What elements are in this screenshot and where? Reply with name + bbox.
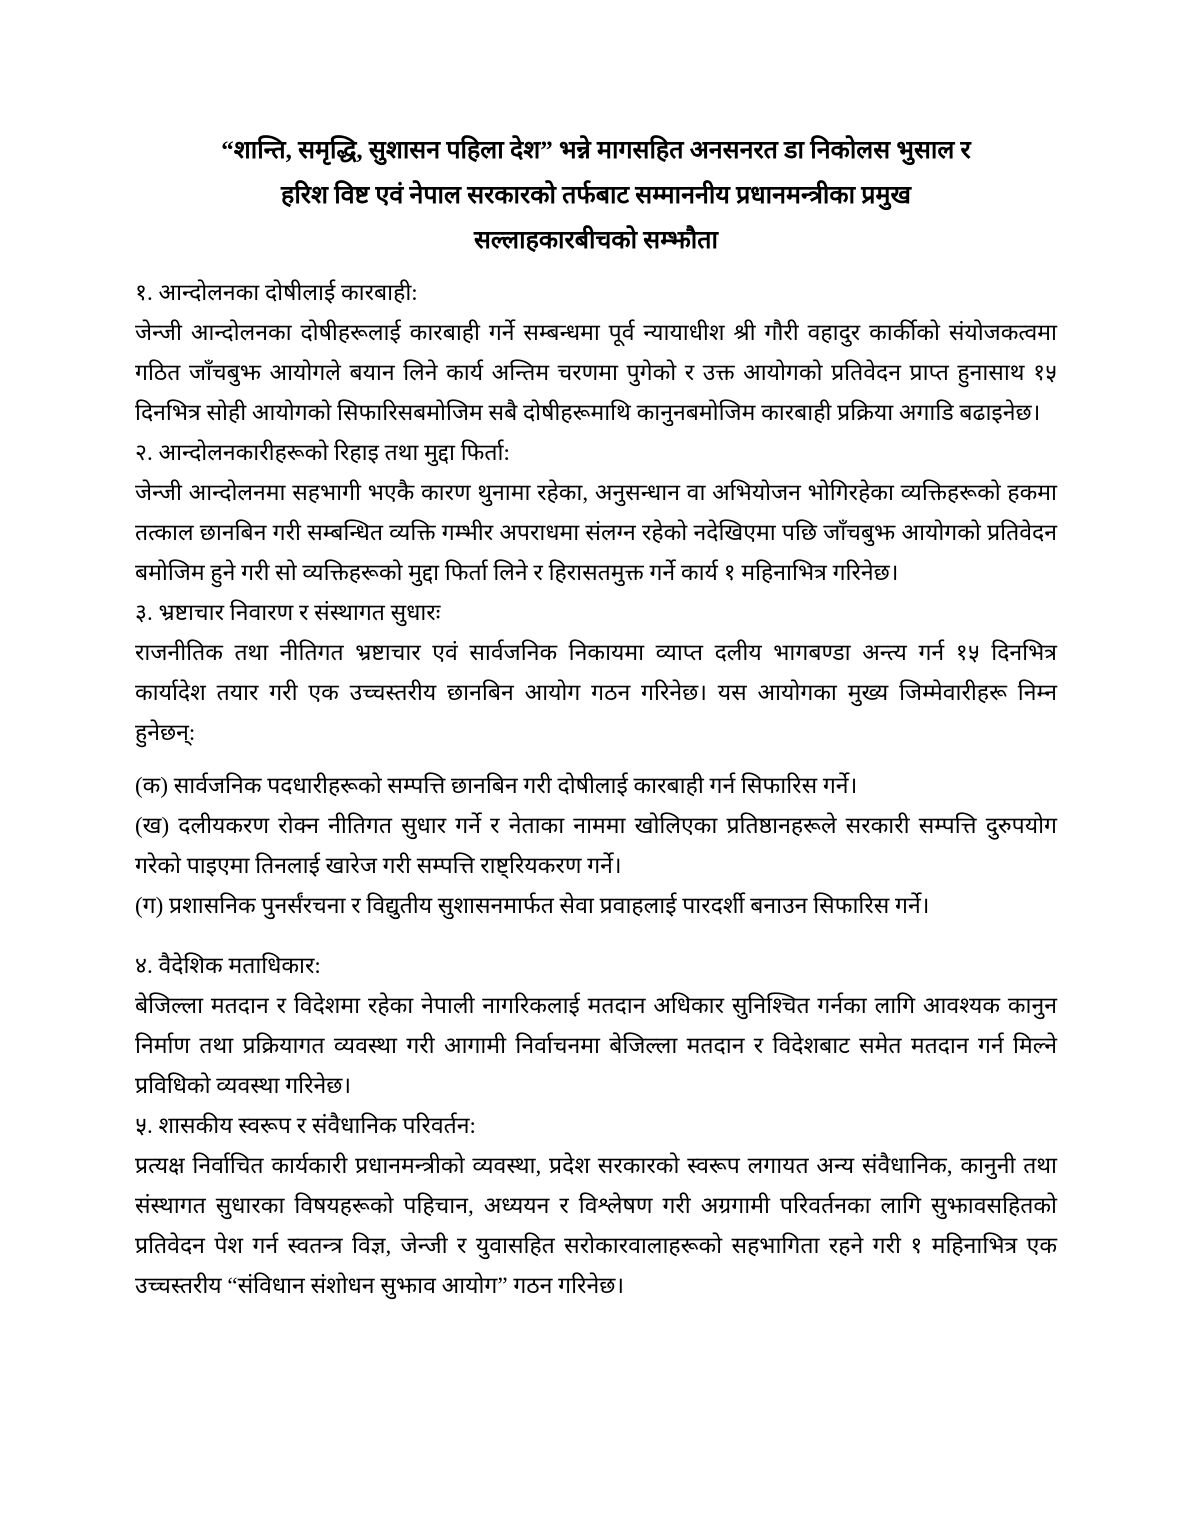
section-2-heading: २. आन्दोलनकारीहरूको रिहाइ तथा मुद्दा फिर्ता: xyxy=(135,440,510,465)
document-content xyxy=(135,128,1057,1306)
section-3 xyxy=(135,593,1057,926)
title-line-3: सल्लाहकारबीचको सम्झौता xyxy=(473,227,719,254)
section-1 xyxy=(135,273,1057,433)
title-line-1: “शान्ति, समृद्धि, सुशासन पहिला देश” भन्ने मागसहित अनसनरत डा निकोलस भुसाल र xyxy=(221,137,971,164)
section-4-heading: ४. वैदेशिक मताधिकार: xyxy=(135,953,321,978)
section-5-heading: ५. शासकीय स्वरूप र संवैधानिक परिवर्तन: xyxy=(135,1113,476,1138)
section-4 xyxy=(135,946,1057,1106)
section-4-body: बेजिल्ला मतदान र विदेशमा रहेका नेपाली नागरिकलाई मतदान अधिकार सुनिश्चित गर्नका लागि आवश्यक कानुन निर्माण तथा प्रक्रियागत व्यवस्था गरी आगामी निर्वाचनमा बेजिल्ला मतदान र विदेशबाट समेत मतदान गर्न मिल्ने प्रविधिको व्यवस्था गरिनेछ। xyxy=(135,993,1057,1098)
section-5-body: प्रत्यक्ष निर्वाचित कार्यकारी प्रधानमन्त्रीको व्यवस्था, प्रदेश सरकारको स्वरूप लगायत अन्य संवैधानिक, कानुनी तथा संस्थागत सुधारका विषयहरूको पहिचान, अध्ययन र विश्लेषण गरी अग्रगामी परिवर्तनका लागि सुझावसहितको प्रतिवेदन पेश गर्न स्वतन्त्र विज्ञ, जेन्जी र युवासहित सरोकारवालाहरूको सहभागिता रहने गरी १ महिनाभित्र एक उच्चस्तरीय “संविधान संशोधन सुझाव आयोग” गठन गरिनेछ। xyxy=(135,1153,1057,1298)
section-3-subitem-ka: (क) सार्वजनिक पदधारीहरूको सम्पत्ति छानबिन गरी दोषीलाई कारबाही गर्न सिफारिस गर्ने। xyxy=(135,773,858,798)
section-3-body: राजनीतिक तथा नीतिगत भ्रष्टाचार एवं सार्वजनिक निकायमा व्याप्त दलीय भागबण्डा अन्त्य गर्न १५ दिनभित्र कार्यादेश तयार गरी एक उच्चस्तरीय छानबिन आयोग गठन गरिनेछ। यस आयोगका मुख्य जिम्मेवारीहरू निम्न हुनेछन्: xyxy=(135,640,1057,745)
section-1-heading: १. आन्दोलनका दोषीलाई कारबाही: xyxy=(135,280,418,305)
section-3-subitem-kha: (ख) दलीयकरण रोक्न नीतिगत सुधार गर्ने र नेताका नाममा खोलिएका प्रतिष्ठानहरूले सरकारी सम्पत्ति दुरुपयोग गरेको पाइएमा तिनलाई खारेज गरी सम्पत्ति राष्ट्रियकरण गर्ने। xyxy=(135,813,1057,878)
section-2 xyxy=(135,433,1057,593)
document-title xyxy=(135,128,1057,263)
section-3-subitem-ga: (ग) प्रशासनिक पुनर्संरचना र विद्युतीय सुशासनमार्फत सेवा प्रवाहलाई पारदर्शी बनाउन सिफारिस गर्ने। xyxy=(135,893,930,918)
section-1-body: जेन्जी आन्दोलनका दोषीहरूलाई कारबाही गर्ने सम्बन्धमा पूर्व न्यायाधीश श्री गौरी वहादुर कार्कीको संयोजकत्वमा गठित जाँचबुझ आयोगले बयान लिने कार्य अन्तिम चरणमा पुगेको र उक्त आयोगको प्रतिवेदन प्राप्त हुनासाथ १५ दिनभित्र सोही आयोगको सिफारिसबमोजिम सबै दोषीहरूमाथि कानुनबमोजिम कारबाही प्रक्रिया अगाडि बढाइनेछ। xyxy=(135,320,1057,425)
section-3-heading: ३. भ्रष्टाचार निवारण र संस्थागत सुधारः xyxy=(135,600,441,625)
section-3-subitems xyxy=(135,766,1057,926)
title-line-2: हरिश विष्ट एवं नेपाल सरकारको तर्फबाट सम्माननीय प्रधानमन्त्रीका प्रमुख xyxy=(281,182,911,209)
section-2-body: जेन्जी आन्दोलनमा सहभागी भएकै कारण थुनामा रहेका, अनुसन्धान वा अभियोजन भोगिरहेका व्यक्तिहरूको हकमा तत्काल छानबिन गरी सम्बन्धित व्यक्ति गम्भीर अपराधमा संलग्न रहेको नदेखिएमा पछि जाँचबुझ आयोगको प्रतिवेदन बमोजिम हुने गरी सो व्यक्तिहरूको मुद्दा फिर्ता लिने र हिरासतमुक्त गर्ने कार्य १ महिनाभित्र गरिनेछ। xyxy=(135,480,1057,585)
section-5 xyxy=(135,1106,1057,1306)
